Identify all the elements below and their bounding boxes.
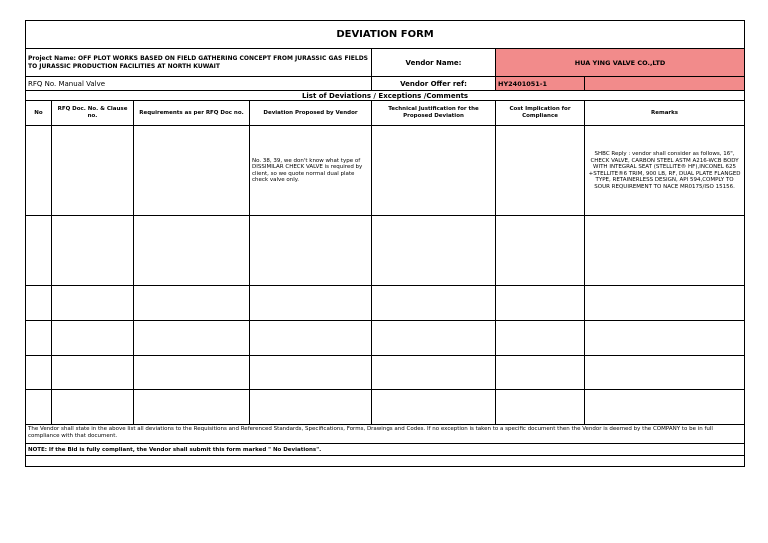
cell-cost[interactable] bbox=[496, 321, 585, 356]
column-header-requirements: Requirements as per RFQ Doc no. bbox=[134, 101, 250, 126]
cell-cost[interactable] bbox=[496, 356, 585, 390]
cell-deviation[interactable] bbox=[250, 321, 372, 356]
cell-deviation[interactable]: No. 38, 39, we don't know what type of DISSIMILAR CHECK VALVE is required by client, so we quote normal dual plate check valve only. bbox=[250, 126, 372, 216]
cell-rfq-doc[interactable] bbox=[52, 390, 134, 425]
deviation-form-table bbox=[25, 20, 745, 467]
footer-blank-row bbox=[26, 456, 745, 467]
cell-cost[interactable] bbox=[496, 390, 585, 425]
cell-deviation[interactable] bbox=[250, 390, 372, 425]
cell-rfq-doc[interactable] bbox=[52, 216, 134, 286]
column-header-justification: Technical Justification for the Proposed Deviation bbox=[372, 101, 496, 126]
cell-justification[interactable] bbox=[372, 216, 496, 286]
vendor-name-label: Vendor Name: bbox=[372, 49, 496, 77]
vendor-offer-value[interactable]: HY2401051-1 bbox=[496, 77, 585, 91]
cell-justification[interactable] bbox=[372, 321, 496, 356]
table-row bbox=[26, 216, 745, 286]
cell-cost[interactable] bbox=[496, 216, 585, 286]
vendor-offer-value-extension bbox=[585, 77, 745, 91]
column-header-no: No bbox=[26, 101, 52, 126]
cell-no[interactable] bbox=[26, 216, 52, 286]
cell-no[interactable] bbox=[26, 321, 52, 356]
cell-requirements[interactable] bbox=[134, 356, 250, 390]
deviation-form-sheet bbox=[25, 20, 744, 467]
deviation-list-title: List of Deviations / Exceptions /Comments bbox=[26, 91, 745, 101]
cell-no[interactable] bbox=[26, 126, 52, 216]
cell-no[interactable] bbox=[26, 286, 52, 321]
footer-note: The Vendor shall state in the above list all deviations to the Requisitions and Referenced Standards, Specifications, Forms, Drawings and Codes. If no exception is taken to a specific document then the Vendor is deemed by the COMPANY to be in full compliance with that document. bbox=[26, 425, 745, 444]
footer-compliance-note: NOTE: If the Bid is fully compliant, the Vendor shall submit this form marked " No Deviations". bbox=[26, 444, 745, 456]
table-row bbox=[26, 286, 745, 321]
column-header-rfq-doc: RFQ Doc. No. & Clause no. bbox=[52, 101, 134, 126]
cell-remarks[interactable] bbox=[585, 216, 745, 286]
cell-requirements[interactable] bbox=[134, 321, 250, 356]
cell-rfq-doc[interactable] bbox=[52, 356, 134, 390]
cell-rfq-doc[interactable] bbox=[52, 286, 134, 321]
cell-requirements[interactable] bbox=[134, 390, 250, 425]
cell-remarks[interactable] bbox=[585, 390, 745, 425]
form-title: DEVIATION FORM bbox=[26, 21, 745, 49]
cell-justification[interactable] bbox=[372, 390, 496, 425]
table-header-row bbox=[26, 101, 745, 126]
cell-justification[interactable] bbox=[372, 286, 496, 321]
cell-no[interactable] bbox=[26, 390, 52, 425]
cell-remarks[interactable] bbox=[585, 286, 745, 321]
rfq-number: RFQ No. Manual Valve bbox=[26, 77, 372, 91]
cell-deviation[interactable] bbox=[250, 286, 372, 321]
cell-remarks[interactable] bbox=[585, 321, 745, 356]
table-row bbox=[26, 390, 745, 425]
project-name: Project Name: OFF PLOT WORKS BASED ON FIELD GATHERING CONCEPT FROM JURASSIC GAS FIELDS TO JURASSIC PRODUCTION FACILITIES AT NORTH KUWAIT bbox=[26, 49, 372, 77]
cell-cost[interactable] bbox=[496, 286, 585, 321]
column-header-deviation: Deviation Proposed by Vendor bbox=[250, 101, 372, 126]
table-row bbox=[26, 356, 745, 390]
cell-rfq-doc[interactable] bbox=[52, 321, 134, 356]
column-header-remarks: Remarks bbox=[585, 101, 745, 126]
cell-justification[interactable] bbox=[372, 356, 496, 390]
cell-cost[interactable] bbox=[496, 126, 585, 216]
cell-requirements[interactable] bbox=[134, 216, 250, 286]
table-row bbox=[26, 126, 745, 216]
cell-remarks[interactable] bbox=[585, 356, 745, 390]
vendor-name-value[interactable]: HUA YING VALVE CO.,LTD bbox=[496, 49, 745, 77]
table-row bbox=[26, 321, 745, 356]
cell-requirements[interactable] bbox=[134, 126, 250, 216]
column-header-cost: Cost Implication for Compliance bbox=[496, 101, 585, 126]
cell-rfq-doc[interactable] bbox=[52, 126, 134, 216]
cell-justification[interactable] bbox=[372, 126, 496, 216]
cell-requirements[interactable] bbox=[134, 286, 250, 321]
vendor-offer-label: Vendor Offer ref: bbox=[372, 77, 496, 91]
cell-deviation[interactable] bbox=[250, 356, 372, 390]
cell-no[interactable] bbox=[26, 356, 52, 390]
cell-deviation[interactable] bbox=[250, 216, 372, 286]
cell-remarks[interactable]: SHBC Reply : vendor shall consider as follows, 16", CHECK VALVE, CARBON STEEL ASTM A216-WCB BODY WITH INTEGRAL SEAT (STELLITE® HF),INCONEL 625 +STELLITE®6 TRIM, 900 LB, RF, DUAL PLATE FLANGED TYPE, RETAINERLESS DESIGN, API 594,COMPLY TO SOUR REQUIREMENT TO NACE MR0175/ISO 15156. bbox=[585, 126, 745, 216]
